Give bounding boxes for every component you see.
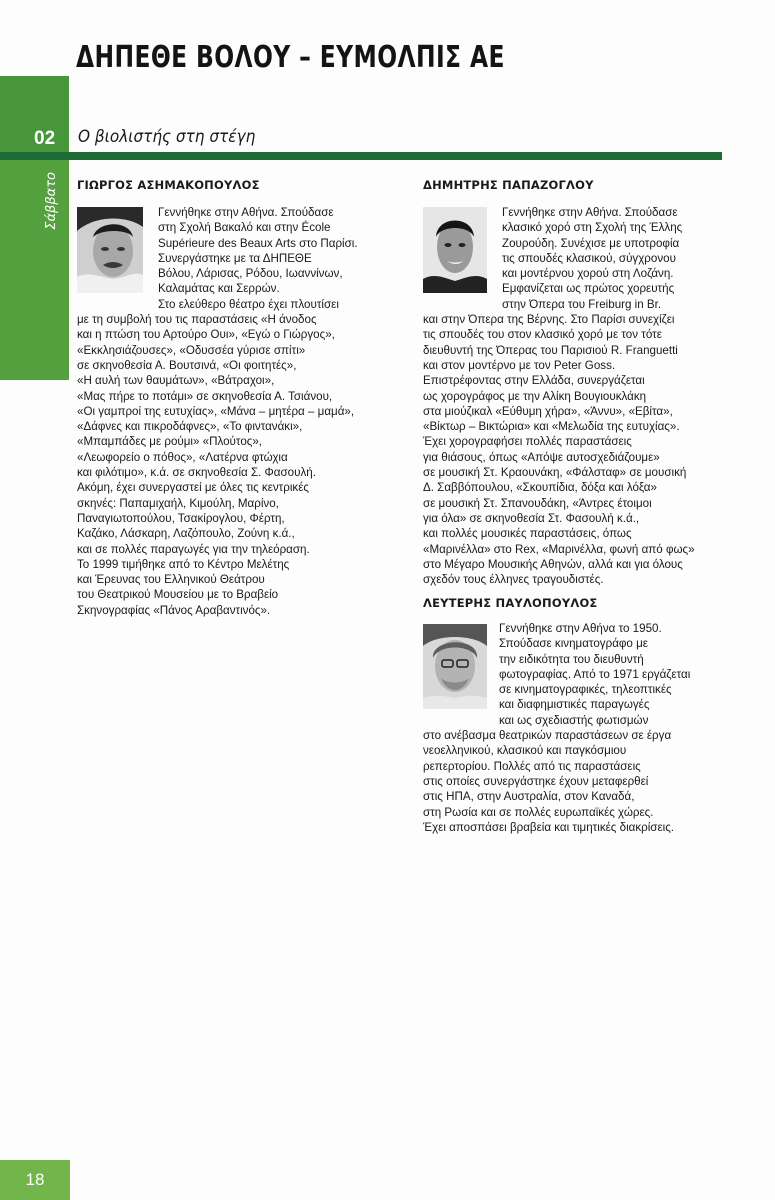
bio-line: σε σκηνοθεσία Α. Βουτσινά, «Οι φοιτητές»,	[77, 358, 297, 372]
bio-line: στις ΗΠΑ, στην Αυστραλία, στον Καναδά,	[423, 790, 635, 804]
bio-line: στις οποίες συνεργάστηκε έχουν μεταφερθεί	[423, 774, 649, 788]
bio-line: Ακόμη, έχει συνεργαστεί με όλες τις κεντρικές	[77, 481, 309, 495]
bio-line: σχεδόν τους έλληνες τραγουδιστές.	[423, 573, 604, 587]
bio-line: «Μπαμπάδες με ρούμι» «Πλούτος»,	[77, 435, 263, 449]
bio-line: στη Ρωσία και σε πολλές ευρωπαϊκές χώρες.	[423, 805, 654, 819]
bio-line: και διαφημιστικές παραγωγές	[499, 698, 650, 712]
bio-line: και η πτώση του Αρτούρο Ουι», «Εγώ ο Γιώργος»,	[77, 328, 335, 342]
section-number: 02	[34, 128, 56, 149]
bio-line: σε κινηματογραφικές, τηλεοπτικές	[499, 683, 672, 697]
bio-text	[77, 205, 377, 618]
bio-line: φωτογραφίας. Από το 1971 εργάζεται	[499, 667, 691, 681]
bio-line: και μοντέρνου χορού στη Λοζάνη.	[502, 267, 674, 281]
bio-line: σε μουσική Στ. Σπανουδάκη, «Άντρες έτοιμοι	[423, 496, 652, 510]
bio-line: την ειδικότητα του διευθυντή	[499, 652, 644, 666]
bio-line: Σπούδασε κινηματογράφο με	[499, 637, 648, 651]
bio-name: ΛΕΥΤΕΡΗΣ ΠΑΥΛΟΠΟΥΛΟΣ	[423, 596, 598, 610]
bio-line: Παναγιωτοπούλου, Τσακίρογλου, Φέρτη,	[77, 511, 285, 525]
bio-text	[423, 205, 723, 587]
bio-line: στο ανέβασμα θεατρικών παραστάσεων σε έργα	[423, 729, 672, 743]
header-divider	[0, 152, 722, 160]
bio-line: «Λεωφορείο ο πόθος», «Λατέρνα φτώχια	[77, 450, 288, 464]
bio-name: ΓΙΩΡΓΟΣ ΑΣΗΜΑΚΟΠΟΥΛΟΣ	[77, 178, 260, 192]
bio-line: και ως σχεδιαστής φωτισμών	[499, 713, 649, 727]
bio-line: ως χορογράφος με την Αλίκη Βουγιουκλάκη	[423, 389, 647, 403]
bio-line: σκηνές: Παπαμιχαήλ, Κιμούλη, Μαρίνο,	[77, 496, 279, 510]
bio-line: Supérieure des Beaux Arts στο Παρίσι.	[158, 236, 358, 250]
bio-line: Καζάκο, Λάσκαρη, Λαζόπουλο, Ζούνη κ.ά.,	[77, 527, 295, 541]
bio-line: με τη συμβολή του τις παραστάσεις «Η άνοδος	[77, 313, 317, 327]
bio-line: Στο ελεύθερο θέατρο έχει πλουτίσει	[158, 297, 339, 311]
bio-line: Σκηνογραφίας «Πάνος Αραβαντινός».	[77, 603, 271, 617]
page-title: ΔΗΠΕΘΕ ΒΟΛΟΥ – ΕΥΜΟΛΠΙΣ ΑΕ	[76, 40, 505, 75]
bio-line: διευθυντή της Όπερας του Παρισιού R. Franguetti	[423, 343, 678, 357]
bio-line: σε μουσική Στ. Κραουνάκη, «Φάλσταφ» σε μουσική	[423, 466, 687, 480]
bio-line: Ζουρούδη. Συνέχισε με υποτροφία	[502, 236, 680, 250]
bio-line: Έχει χορογραφήσει πολλές παραστάσεις	[423, 435, 632, 449]
bio-line: στα μιούζικαλ «Εύθυμη χήρα», «Άννυ», «Εβίτα»,	[423, 404, 673, 418]
bio-line: ρεπερτορίου. Πολλές από τις παραστάσεις	[423, 759, 641, 773]
bio-text	[423, 621, 723, 835]
bio-line: «Μας πήρε το ποτάμι» σε σκηνοθεσία Α. Τσιάνου,	[77, 389, 333, 403]
bio-line: στην Όπερα του Freiburg in Br.	[502, 297, 662, 311]
bio-asimakopoulos	[77, 178, 377, 617]
production-subtitle: Ο βιολιστής στη στέγη	[78, 127, 256, 147]
bio-line: κλασικό χορό στη Σχολή της Έλλης	[502, 221, 683, 235]
bio-line: «Μαρινέλλα» στο Rex, «Μαρινέλλα, φωνή από φως»	[423, 542, 695, 556]
bio-papazoglou	[423, 178, 723, 587]
bio-line: «Εκκλησιάζουσες», «Οδυσσέα γύρισε σπίτι»	[77, 343, 306, 357]
bio-line: Εμφανίζεται ως πρώτος χορευτής	[502, 282, 675, 296]
bio-line: «Βίκτωρ – Βικτώρια» και «Μελωδία της ευτυχίας».	[423, 420, 680, 434]
bio-line: Το 1999 τιμήθηκε από το Κέντρο Μελέτης	[77, 557, 290, 571]
bio-line: τις σπουδές του στον κλασικό χορό με τον τότε	[423, 328, 662, 342]
bio-line: και Έρευνας του Ελληνικού Θεάτρου	[77, 573, 265, 587]
bio-line: νεοελληνικού, κλασικού και παγκόσμιου	[423, 744, 627, 758]
bio-line: στο Μέγαρο Μουσικής Αθηνών, αλλά και για όλους	[423, 557, 683, 571]
bio-line: του Θεατρικού Μουσείου με το Βραβείο	[77, 588, 279, 602]
bio-line: και φιλότιμο», κ.ά. σε σκηνοθεσία Σ. Φασουλή.	[77, 466, 316, 480]
bio-line: για όλα» σε σκηνοθεσία Στ. Φασουλή κ.ά.,	[423, 511, 640, 525]
bio-line: και στον μοντέρνο με τον Peter Goss.	[423, 358, 616, 372]
bio-line: Συνεργάστηκε με τα ΔΗΠΕΘΕ	[158, 251, 312, 265]
bio-line: στη Σχολή Βακαλό και στην École	[158, 221, 331, 235]
bio-line: και πολλές μουσικές παραστάσεις, όπως	[423, 527, 632, 541]
bio-line: και σε πολλές παραγωγές για την τηλεόραση.	[77, 542, 310, 556]
bio-line: Επιστρέφοντας στην Ελλάδα, συνεργάζεται	[423, 374, 645, 388]
bio-line: Έχει αποσπάσει βραβεία και τιμητικές διακρίσεις.	[423, 820, 675, 834]
bio-line: «Η αυλή των θαυμάτων», «Βάτραχοι»,	[77, 374, 275, 388]
bio-line: Γεννήθηκε στην Αθήνα. Σπούδασε	[502, 206, 678, 219]
bio-pavlopoulos	[423, 596, 723, 834]
bio-line: «Δάφνες και πικροδάφνες», «Το φιντανάκι»,	[77, 420, 303, 434]
bio-line: Καλαμάτας και Σερρών.	[158, 282, 280, 296]
bio-line: Γεννήθηκε στην Αθήνα. Σπούδασε	[158, 206, 334, 219]
bio-line: τις σπουδές κλασικού, σύγχρονου	[502, 251, 676, 265]
bio-line: Γεννήθηκε στην Αθήνα το 1950.	[499, 622, 662, 635]
bio-line: «Οι γαμπροί της ευτυχίας», «Μάνα – μητέρα – μαμά»,	[77, 404, 355, 418]
page-number: 18	[25, 1170, 45, 1189]
bio-name: ΔΗΜΗΤΡΗΣ ΠΑΠΑΖΟΓΛΟΥ	[423, 178, 594, 192]
bio-line: και στην Όπερα της Βέρνης. Στο Παρίσι συνεχίζει	[423, 313, 675, 327]
bio-line: Δ. Σαββόπουλου, «Σκουπίδια, δόξα και λόξα»	[423, 481, 657, 495]
bio-line: Βόλου, Λάρισας, Ρόδου, Ιωαννίνων,	[158, 267, 343, 281]
bio-line: για θιάσους, όπως «Απόψε αυτοσχεδιάζουμε»	[423, 450, 660, 464]
side-tab-label: Σάββατο	[44, 172, 59, 230]
